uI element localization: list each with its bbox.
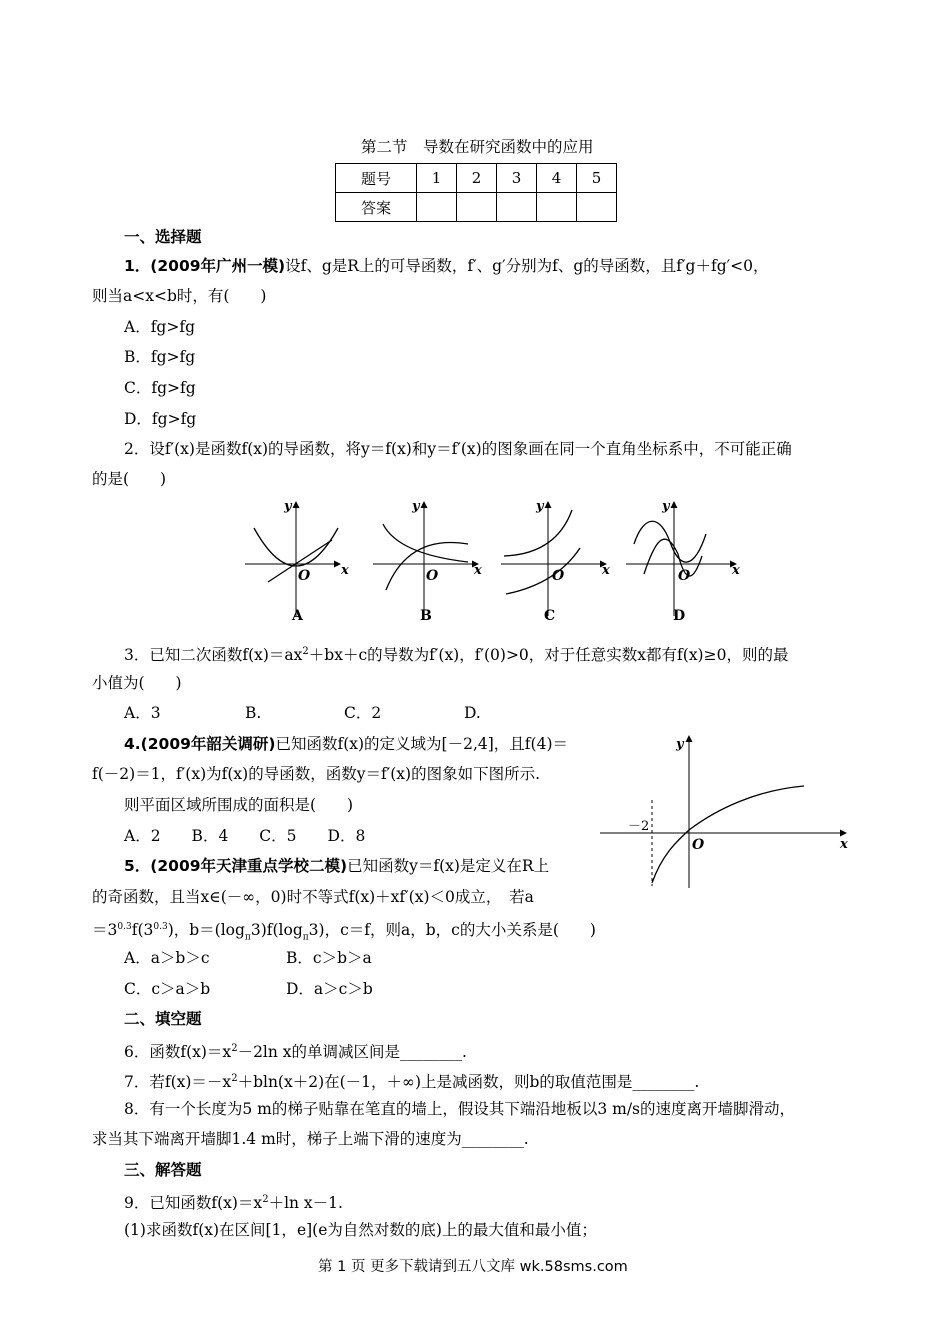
graph-label-c: C	[544, 608, 556, 624]
graph-d	[626, 499, 740, 624]
question-2-line2: 的是( )	[92, 470, 167, 488]
answer-table-number: 4	[537, 164, 577, 193]
graph-x-label: x	[840, 837, 848, 852]
axis-y-label: y	[536, 499, 544, 514]
answer-table-number: 3	[497, 164, 537, 193]
answer-table-answer-header: 答案	[336, 193, 417, 222]
question-1-option: A．fg>fg	[124, 318, 195, 336]
graph-b	[373, 499, 482, 624]
graph-origin-label: O	[692, 837, 705, 853]
origin-label: O	[552, 568, 565, 584]
question-4-options: A．2 B．4 C．5 D．8	[124, 827, 366, 845]
answer-table-number: 2	[457, 164, 497, 193]
answer-cell	[577, 193, 617, 222]
question-9: 9．已知函数$f(x)=x^2+\ln$ x－1.	[124, 1194, 343, 1213]
graph-c	[501, 499, 610, 624]
axis-x-label: x	[474, 563, 482, 578]
graph-label-a: A	[292, 608, 303, 624]
answer-table-number: 1	[417, 164, 457, 193]
question-1-source: 1．(2009年广州一模)	[124, 257, 286, 275]
page-title: 第二节 导数在研究函数中的应用	[361, 138, 594, 156]
question-5-source: 5．(2009年天津重点学校二模)	[124, 857, 348, 875]
graph-label-b: B	[420, 608, 432, 624]
question-4-line1: 4.(2009年韶关调研)已知函数f(x)的定义域为[－2,4]，且f(4)＝	[124, 735, 568, 753]
question-5-option: D．a＞c＞b	[286, 980, 373, 998]
axis-y-label: y	[284, 499, 292, 514]
question-2-graphs	[240, 494, 750, 630]
answer-cell	[537, 193, 577, 222]
origin-label: O	[678, 568, 691, 584]
axis-x-label: x	[341, 563, 349, 578]
question-2-line1: 2．设f′(x)是函数f(x)的导函数，将y＝f(x)和y＝f′(x)的图象画在同一个直角坐标系中，不可能正确	[124, 440, 792, 458]
question-5-line3: $=3^{0.3}f(3^{0.3})$，$b=(\log_\pi 3)f(\log_\pi 3)$，c＝f，则a，b，c的大小关系是( )	[92, 921, 596, 943]
axis-x-label: x	[602, 563, 610, 578]
axis-y-label: y	[412, 499, 420, 514]
axis-y-label: y	[662, 499, 670, 514]
question-3-line2: 小值为( )	[92, 674, 182, 692]
question-5-option: A．a＞b＞c	[124, 949, 210, 967]
question-4-line3: 则平面区域所围成的面积是( )	[124, 796, 354, 814]
question-4-line2: f(－2)＝1，f′(x)为f(x)的导函数，函数y＝f′(x)的图象如下图所示.	[92, 765, 540, 783]
page-footer: 第 1 页 更多下载请到五八文库 wk.58sms.com	[318, 1259, 628, 1275]
answer-table-number: 5	[577, 164, 617, 193]
question-5-option: B．c＞b＞a	[286, 949, 372, 967]
graph-label-d: D	[673, 608, 686, 624]
question-5-option: C．c＞a＞b	[124, 980, 211, 998]
question-8-line1: 8．有一个长度为5 m的梯子贴靠在笔直的墙上，假设其下端沿地板以3 m/s的速度离开墙脚滑动，	[124, 1100, 796, 1118]
question-1-option: C．fg>fg	[124, 379, 196, 397]
question-8-line2: 求当其下端离开墙脚1.4 m时，梯子上端下滑的速度为________.	[92, 1130, 529, 1148]
question-3-option: C．2	[344, 704, 382, 722]
answer-cell	[497, 193, 537, 222]
question-9-part-1: (1)求函数f(x)在区间[1，e](e为自然对数的底)上的最大值和最小值；	[124, 1221, 597, 1239]
graph-tick-minus-2: －2	[628, 819, 650, 834]
question-1-option: B．fg>fg	[124, 348, 196, 366]
origin-label: O	[298, 568, 311, 584]
question-7: 7．若$f(x)=-x^2+bln(x+2)$在(－1，＋∞)上是减函数，则b的取值范围是________.	[124, 1073, 700, 1092]
section-heading-choice: 一、选择题	[124, 228, 202, 246]
question-3-option: D.	[464, 704, 481, 722]
answer-table-number-header: 题号	[336, 164, 417, 193]
graph-y-label: y	[676, 737, 684, 752]
section-heading-fill: 二、填空题	[124, 1010, 202, 1028]
question-1-line1: 1．(2009年广州一模)设f、g是R上的可导函数，f′、g′分别为f、g的导函数，且f′g＋fg′<0，	[124, 257, 769, 275]
question-4-source: 4.(2009年韶关调研)	[124, 735, 276, 753]
answer-table	[335, 163, 617, 222]
answer-cell	[457, 193, 497, 222]
question-5-line2: 的奇函数，且当x∈(－∞，0)时不等式f(x)＋xf′(x)＜0成立， 若a	[92, 888, 534, 906]
section-heading-answer: 三、解答题	[124, 1161, 202, 1179]
question-4-graph	[598, 730, 850, 892]
axis-x-label: x	[732, 563, 740, 578]
question-1-option: D．fg>fg	[124, 410, 197, 428]
graph-a	[245, 499, 349, 624]
question-5-line1: 5．(2009年天津重点学校二模)已知函数y＝f(x)是定义在R上	[124, 857, 550, 875]
question-6: 6．函数$f(x)=x^2-2\ln$ x的单调减区间是________.	[124, 1043, 467, 1062]
origin-label: O	[426, 568, 439, 584]
question-3-option: A．3	[124, 704, 161, 722]
question-3-line1: 3．已知二次函数$f(x)=ax^2+bx+c$的导数为f′(x)，f′(0)>0，对于任意实数x都有f(x)≥0，则的最	[124, 646, 789, 665]
question-3-option: B.	[245, 704, 262, 722]
answer-cell	[417, 193, 457, 222]
question-1-line2: 则当a<x<b时，有( )	[92, 287, 267, 305]
